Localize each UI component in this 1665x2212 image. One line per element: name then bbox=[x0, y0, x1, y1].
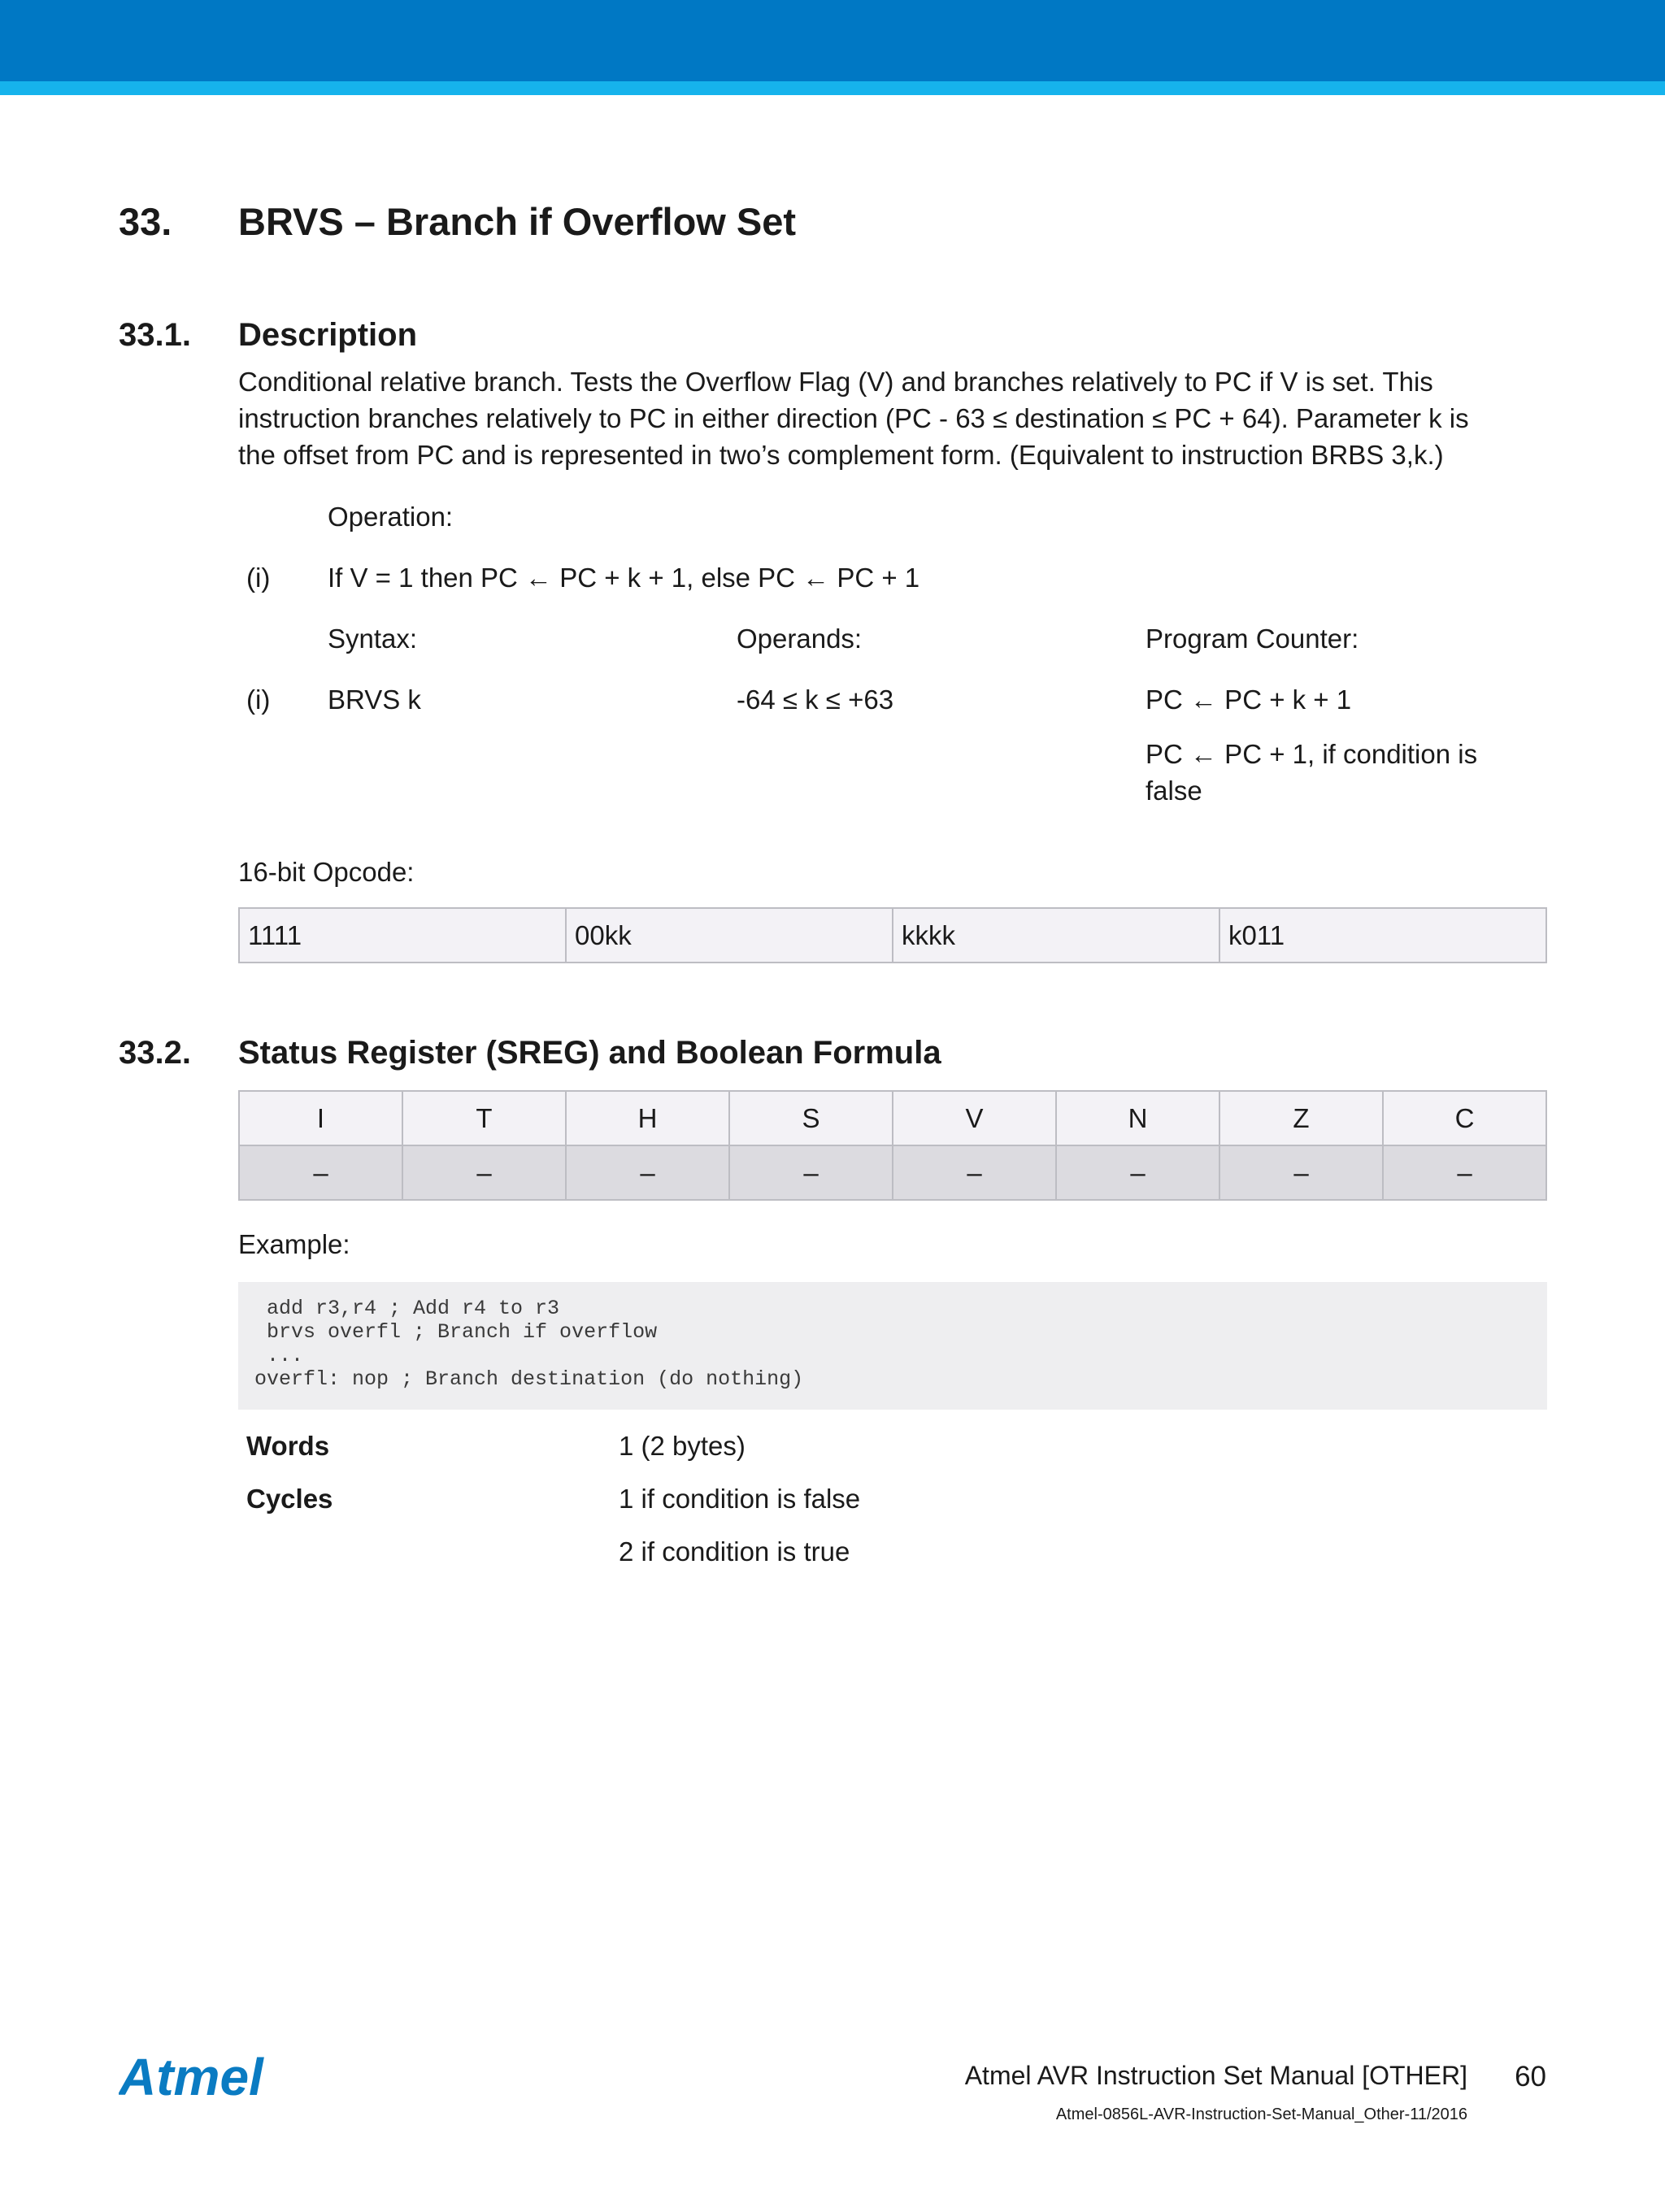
section-title: BRVS – Branch if Overflow Set bbox=[238, 200, 797, 243]
description-line: Conditional relative branch. Tests the Overflow Flag (V) and branches relatively to PC if V is set. This bbox=[238, 367, 1433, 397]
sreg-value: – bbox=[402, 1145, 566, 1200]
operands-value: -64 ≤ k ≤ +63 bbox=[737, 684, 894, 715]
description-line: the offset from PC and is represented in two’s complement form. (Equivalent to instruction BRBS 3,k.) bbox=[238, 440, 1444, 470]
header-stripe bbox=[0, 81, 1665, 95]
operands-label: Operands: bbox=[737, 624, 863, 654]
sreg-flag: H bbox=[566, 1091, 729, 1145]
section-number: 33. bbox=[119, 200, 172, 243]
sreg-flag: Z bbox=[1219, 1091, 1383, 1145]
sreg-value: – bbox=[566, 1145, 729, 1200]
sreg-heading: Status Register (SREG) and Boolean Formula bbox=[238, 1035, 941, 1071]
opcode-cell: 00kk bbox=[566, 908, 893, 963]
cycles-label: Cycles bbox=[246, 1484, 333, 1514]
opcode-row bbox=[239, 908, 1546, 963]
opcode-label: 16-bit Opcode: bbox=[238, 857, 415, 887]
footer-manual-title: Atmel AVR Instruction Set Manual [OTHER] bbox=[964, 2061, 1467, 2090]
opcode-cell: kkkk bbox=[893, 908, 1219, 963]
sreg-value: – bbox=[729, 1145, 893, 1200]
operation-formula: If V = 1 then PC ← PC + k + 1, else PC ← PC + 1 bbox=[328, 563, 920, 593]
program-counter-alt-line: PC ← PC + 1, if condition is bbox=[1146, 739, 1478, 769]
words-value: 1 (2 bytes) bbox=[619, 1431, 746, 1461]
opcode-cell: k011 bbox=[1219, 908, 1546, 963]
description-text bbox=[238, 363, 1555, 473]
footer-doc-id: Atmel-0856L-AVR-Instruction-Set-Manual_Other-11/2016 bbox=[1055, 2106, 1467, 2123]
words-label: Words bbox=[246, 1431, 330, 1461]
program-counter-value: PC ← PC + k + 1 bbox=[1146, 684, 1352, 715]
syntax-index: (i) bbox=[246, 684, 271, 715]
atmel-logo bbox=[119, 2050, 289, 2107]
cycles-value-false: 1 if condition is false bbox=[619, 1484, 861, 1514]
operation-label: Operation: bbox=[328, 502, 454, 532]
sreg-flag: V bbox=[893, 1091, 1056, 1145]
sreg-number: 33.2. bbox=[119, 1035, 191, 1071]
header-bar bbox=[0, 0, 1665, 81]
footer-page-number: 60 bbox=[1515, 2061, 1546, 2092]
sreg-flag: C bbox=[1383, 1091, 1546, 1145]
sreg-flag: N bbox=[1056, 1091, 1219, 1145]
description-line: instruction branches relatively to PC in either direction (PC - 63 ≤ destination ≤ PC + 64). Parameter k is bbox=[238, 403, 1469, 433]
sreg-table bbox=[238, 1090, 1547, 1201]
operation-index: (i) bbox=[246, 563, 271, 593]
description-heading: Description bbox=[238, 317, 418, 353]
syntax-value: BRVS k bbox=[328, 684, 421, 715]
code-text: add r3,r4 ; Add r4 to r3 brvs overfl ; Branch if overflow ... overfl: nop ; Branch destination (do nothing) bbox=[254, 1297, 804, 1391]
sreg-flag: T bbox=[402, 1091, 566, 1145]
sreg-flag-row bbox=[239, 1091, 1546, 1145]
sreg-value: – bbox=[1383, 1145, 1546, 1200]
code-example bbox=[238, 1282, 1547, 1410]
example-label: Example: bbox=[238, 1229, 350, 1259]
description-number: 33.1. bbox=[119, 317, 191, 353]
program-counter-alt bbox=[1146, 736, 1477, 809]
sreg-flag: S bbox=[729, 1091, 893, 1145]
program-counter-alt-line: false bbox=[1146, 776, 1202, 806]
cycles-value-true: 2 if condition is true bbox=[619, 1536, 850, 1567]
syntax-label: Syntax: bbox=[328, 624, 418, 654]
sreg-value-row bbox=[239, 1145, 1546, 1200]
program-counter-label: Program Counter: bbox=[1146, 624, 1359, 654]
opcode-cell: 1111 bbox=[239, 908, 566, 963]
sreg-value: – bbox=[1219, 1145, 1383, 1200]
opcode-table bbox=[238, 907, 1547, 963]
sreg-flag: I bbox=[239, 1091, 402, 1145]
sreg-value: – bbox=[1056, 1145, 1219, 1200]
sreg-value: – bbox=[893, 1145, 1056, 1200]
sreg-value: – bbox=[239, 1145, 402, 1200]
atmel-logo-text: Atmel bbox=[119, 2050, 263, 2106]
